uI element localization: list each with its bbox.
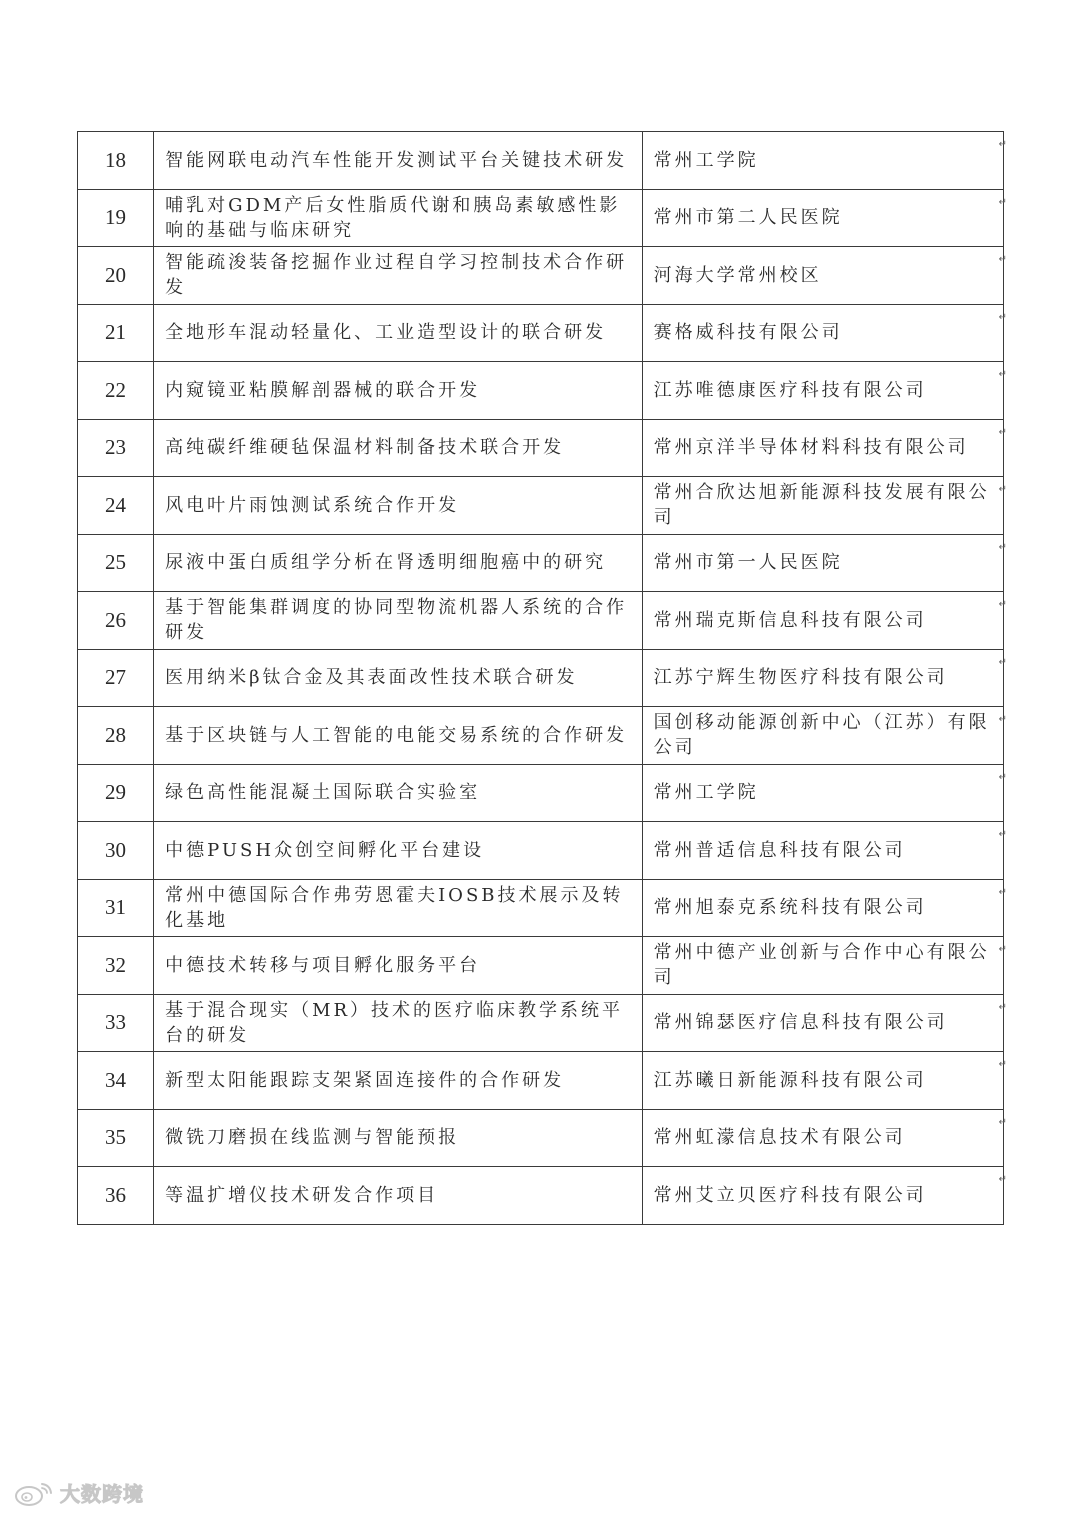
paragraph-mark-icon: ↵ xyxy=(998,1116,1010,1128)
table-row xyxy=(78,534,1004,592)
organization-name: 常州普适信息科技有限公司 ↵ xyxy=(642,822,1003,880)
organization-name: 常州工学院 ↵ xyxy=(642,132,1003,190)
paragraph-mark-icon: ↵ xyxy=(998,311,1010,323)
project-name: 绿色高性能混凝土国际联合实验室 xyxy=(154,764,643,822)
paragraph-mark-icon: ↵ xyxy=(998,1174,1010,1185)
organization-name: 常州艾立贝医疗科技有限公司 ↵ xyxy=(642,1167,1003,1225)
row-number: 20 xyxy=(78,247,154,305)
organization-name: 江苏宁辉生物医疗科技有限公司 ↵ xyxy=(642,649,1003,707)
organization-name: 常州京洋半导体材料科技有限公司 ↵ xyxy=(642,419,1003,477)
paragraph-mark-icon: ↵ xyxy=(998,484,1010,495)
table-row xyxy=(78,879,1004,937)
project-name: 哺乳对GDM产后女性脂质代谢和胰岛素敏感性影响的基础与临床研究 xyxy=(154,189,643,247)
table-row xyxy=(78,247,1004,305)
table-row xyxy=(78,764,1004,822)
project-name: 风电叶片雨蚀测试系统合作开发 xyxy=(154,477,643,535)
paragraph-mark-icon: ↵ xyxy=(998,1001,1010,1013)
row-number: 25 xyxy=(78,534,154,592)
paragraph-mark-icon: ↵ xyxy=(998,254,1010,265)
paragraph-mark-icon: ↵ xyxy=(998,599,1010,610)
row-number: 18 xyxy=(78,132,154,190)
project-name: 常州中德国际合作弗劳恩霍夫IOSB技术展示及转化基地 xyxy=(154,879,643,937)
project-name: 微铣刀磨损在线监测与智能预报 xyxy=(154,1109,643,1167)
row-number: 19 xyxy=(78,189,154,247)
organization-name: 江苏唯德康医疗科技有限公司 ↵ xyxy=(642,362,1003,420)
project-name: 内窥镜亚粘膜解剖器械的联合开发 xyxy=(154,362,643,420)
project-name: 智能网联电动汽车性能开发测试平台关键技术研发 xyxy=(154,132,643,190)
paragraph-mark-icon: ↵ xyxy=(998,426,1010,438)
project-name: 全地形车混动轻量化、工业造型设计的联合研发 xyxy=(154,304,643,362)
project-name: 基于混合现实（MR）技术的医疗临床教学系统平台的研发 xyxy=(154,994,643,1052)
table-row xyxy=(78,132,1004,190)
paragraph-mark-icon: ↵ xyxy=(998,1059,1010,1070)
paragraph-mark-icon: ↵ xyxy=(998,196,1010,208)
watermark-text: 大数跨境 xyxy=(60,1482,144,1506)
paragraph-mark-icon: ↵ xyxy=(998,829,1010,840)
organization-name: 常州市第一人民医院 ↵ xyxy=(642,534,1003,592)
paragraph-mark-icon: ↵ xyxy=(998,139,1010,150)
project-name: 智能疏浚装备挖掘作业过程自学习控制技术合作研发 xyxy=(154,247,643,305)
table-row xyxy=(78,362,1004,420)
row-number: 22 xyxy=(78,362,154,420)
project-table xyxy=(77,131,1010,1225)
organization-name: 常州锦瑟医疗信息科技有限公司 ↵ xyxy=(642,994,1003,1052)
row-number: 23 xyxy=(78,419,154,477)
row-number: 29 xyxy=(78,764,154,822)
watermark xyxy=(12,1478,144,1507)
row-number: 21 xyxy=(78,304,154,362)
row-number: 34 xyxy=(78,1052,154,1110)
organization-name: 赛格威科技有限公司 ↵ xyxy=(642,304,1003,362)
table-row xyxy=(78,304,1004,362)
table-row xyxy=(78,994,1004,1052)
project-name: 中德PUSH众创空间孵化平台建设 xyxy=(154,822,643,880)
organization-name: 常州瑞克斯信息科技有限公司 ↵ xyxy=(642,592,1003,650)
project-name: 新型太阳能跟踪支架紧固连接件的合作研发 xyxy=(154,1052,643,1110)
organization-name: 常州旭泰克系统科技有限公司 ↵ xyxy=(642,879,1003,937)
paragraph-mark-icon: ↵ xyxy=(998,944,1010,955)
table-row xyxy=(78,477,1004,535)
row-number: 35 xyxy=(78,1109,154,1167)
row-number: 31 xyxy=(78,879,154,937)
organization-name: 国创移动能源创新中心（江苏）有限公司 ↵ xyxy=(642,707,1003,765)
organization-name: 河海大学常州校区 ↵ xyxy=(642,247,1003,305)
row-number: 32 xyxy=(78,937,154,995)
paragraph-mark-icon: ↵ xyxy=(998,886,1010,898)
paragraph-mark-icon: ↵ xyxy=(998,771,1010,783)
paragraph-mark-icon: ↵ xyxy=(998,541,1010,553)
row-number: 30 xyxy=(78,822,154,880)
table-row xyxy=(78,189,1004,247)
project-name: 尿液中蛋白质组学分析在肾透明细胞癌中的研究 xyxy=(154,534,643,592)
paragraph-mark-icon: ↵ xyxy=(998,369,1010,380)
paragraph-mark-icon: ↵ xyxy=(998,656,1010,668)
project-name: 中德技术转移与项目孵化服务平台 xyxy=(154,937,643,995)
table-row xyxy=(78,937,1004,995)
row-number: 27 xyxy=(78,649,154,707)
row-number: 24 xyxy=(78,477,154,535)
project-name: 高纯碳纤维硬毡保温材料制备技术联合开发 xyxy=(154,419,643,477)
organization-name: 常州合欣达旭新能源科技发展有限公司 ↵ xyxy=(642,477,1003,535)
table-row xyxy=(78,419,1004,477)
project-name: 医用纳米β钛合金及其表面改性技术联合研发 xyxy=(154,649,643,707)
table-row xyxy=(78,822,1004,880)
row-number: 33 xyxy=(78,994,154,1052)
organization-name: 常州虹濛信息技术有限公司 ↵ xyxy=(642,1109,1003,1167)
organization-name: 常州中德产业创新与合作中心有限公司 ↵ xyxy=(642,937,1003,995)
project-name: 等温扩增仪技术研发合作项目 xyxy=(154,1167,643,1225)
table-body xyxy=(78,132,1010,1225)
row-number: 28 xyxy=(78,707,154,765)
project-name: 基于智能集群调度的协同型物流机器人系统的合作研发 xyxy=(154,592,643,650)
table-row xyxy=(78,1167,1004,1225)
table-row xyxy=(78,1052,1004,1110)
organization-name: 常州工学院 ↵ xyxy=(642,764,1003,822)
organization-name: 江苏曦日新能源科技有限公司 ↵ xyxy=(642,1052,1003,1110)
organization-name: 常州市第二人民医院 ↵ xyxy=(642,189,1003,247)
table-row xyxy=(78,1109,1004,1167)
row-number: 36 xyxy=(78,1167,154,1225)
project-name: 基于区块链与人工智能的电能交易系统的合作研发 xyxy=(154,707,643,765)
weibo-logo-icon xyxy=(12,1479,56,1507)
row-number: 26 xyxy=(78,592,154,650)
paragraph-mark-icon: ↵ xyxy=(998,714,1010,725)
table-row xyxy=(78,707,1004,765)
table-row xyxy=(78,649,1004,707)
table-row xyxy=(78,592,1004,650)
